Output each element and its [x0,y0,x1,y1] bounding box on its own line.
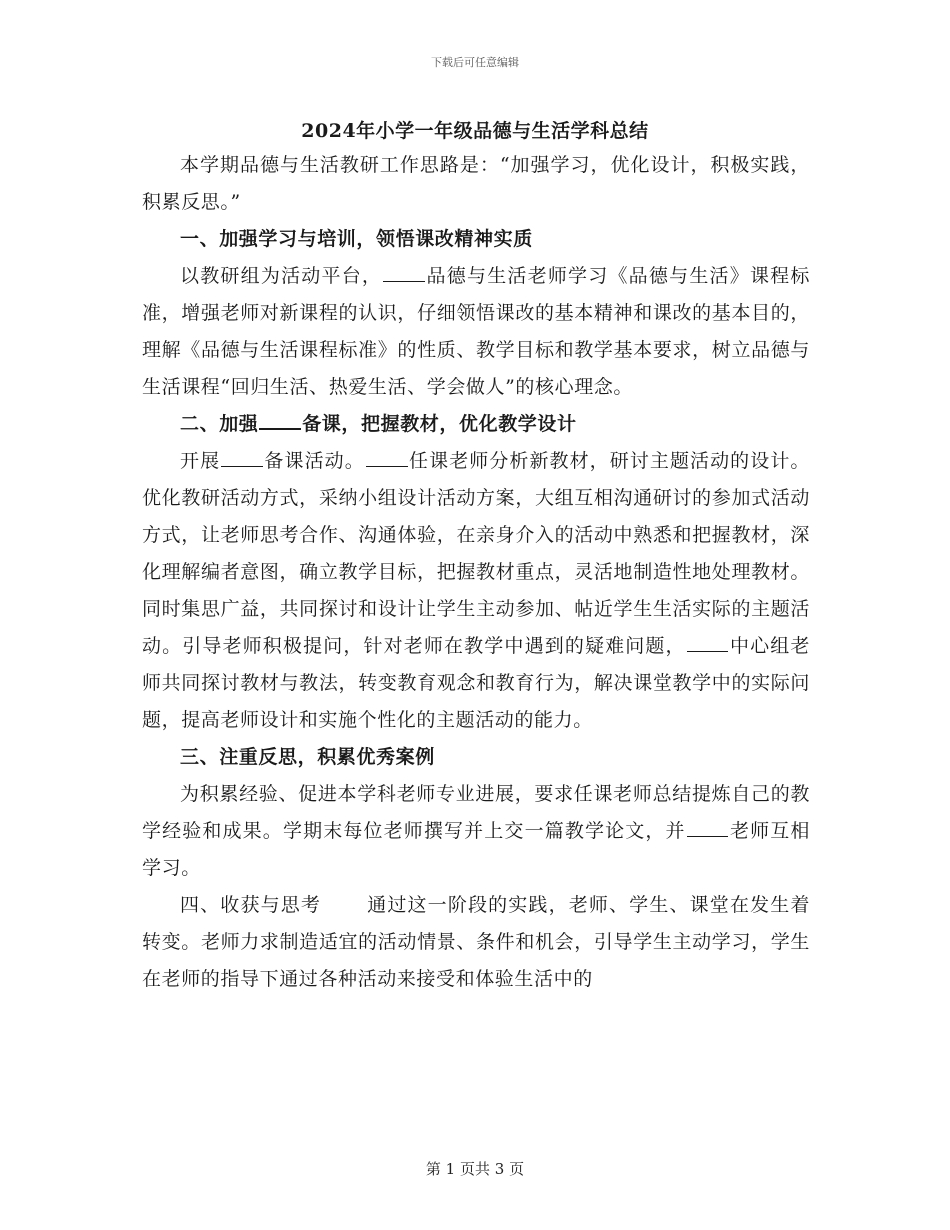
section1-heading: 一、加强学习与培训，领悟课改精神实质 [180,228,533,250]
document-title: 2024年小学一年级品德与生活学科总结 [301,120,649,142]
section2-text-1: 开展 [180,450,221,472]
section3-heading: 三、注重反思，积累优秀案例 [180,746,435,768]
section2-heading-a: 二、加强 [180,413,259,435]
section3-text-a: 为积累经验、促进本学科老师专业进展，要求任课老师总结提炼自己的教学经验和成果。学期末每位老师撰写并上交一篇教学论文，并 [142,783,810,842]
section3-text-b: 老师互相学习。 [142,820,810,879]
section4-paragraph [142,887,810,998]
section2-text-4: 中心组老师共同探讨教材与教法，转变教育观念和教育行为，解决课堂教学中的实际问题，提高老师设计和实施个性化的主题活动的能力。 [142,635,810,731]
fill-blank [383,280,425,282]
header-note: 下载后可任意编辑 [431,56,519,69]
section2-paragraph [142,443,810,739]
section2-text-2: 备课活动。 [263,450,365,472]
fill-blank [259,427,301,430]
section4-text: 通过这一阶段的实践，老师、学生、课堂在发生着转变。老师力求制造适宜的活动情景、条件和机会，引导学生主动学习，学生在老师的指导下通过各种活动来接受和体验生活中的 [142,894,810,990]
section1-paragraph [142,258,810,406]
section1-text-a: 以教研组为活动平台， [180,265,383,287]
page-footer: 第 1 页共 3 页 [425,1160,525,1178]
intro-paragraph: 本学期品德与生活教研工作思路是：“加强学习，优化设计，积极实践，积累反思。” [142,154,810,213]
section2-heading [142,406,810,443]
section2-heading-b: 备课，把握教材，优化教学设计 [302,413,577,435]
section1-text-b: 品德与生活老师学习《品德与生活》课程标准，增强老师对新课程的认识，仔细领悟课改的基本精神和课改的基本目的，理解《品德与生活课程标准》的性质、教学目标和教学基本要求，树立品德与生活课程“回归生活、热爱生活、学会做人”的核心理念。 [142,265,810,398]
fill-blank [221,465,263,467]
section4-heading: 四、收获与思考 [180,894,322,916]
fill-blank [687,835,729,837]
section3-paragraph [142,776,810,887]
section2-text-3: 任课老师分析新教材，研讨主题活动的设计。优化教研活动方式，采纳小组设计活动方案，大组互相沟通研讨的参加式活动方式，让老师思考合作、沟通体验，在亲身介入的活动中熟悉和把握教材，深化理解编者意图，确立教学目标，把握教材重点，灵活地制造性地处理教材。同时集思广益，共同探讨和设计让学生主动参加、帖近学生生活实际的主题活动。引导老师积极提问，针对老师在教学中遇到的疑难问题， [142,450,810,657]
fill-blank [366,465,408,467]
document-body [142,147,810,998]
fill-blank [687,650,729,652]
